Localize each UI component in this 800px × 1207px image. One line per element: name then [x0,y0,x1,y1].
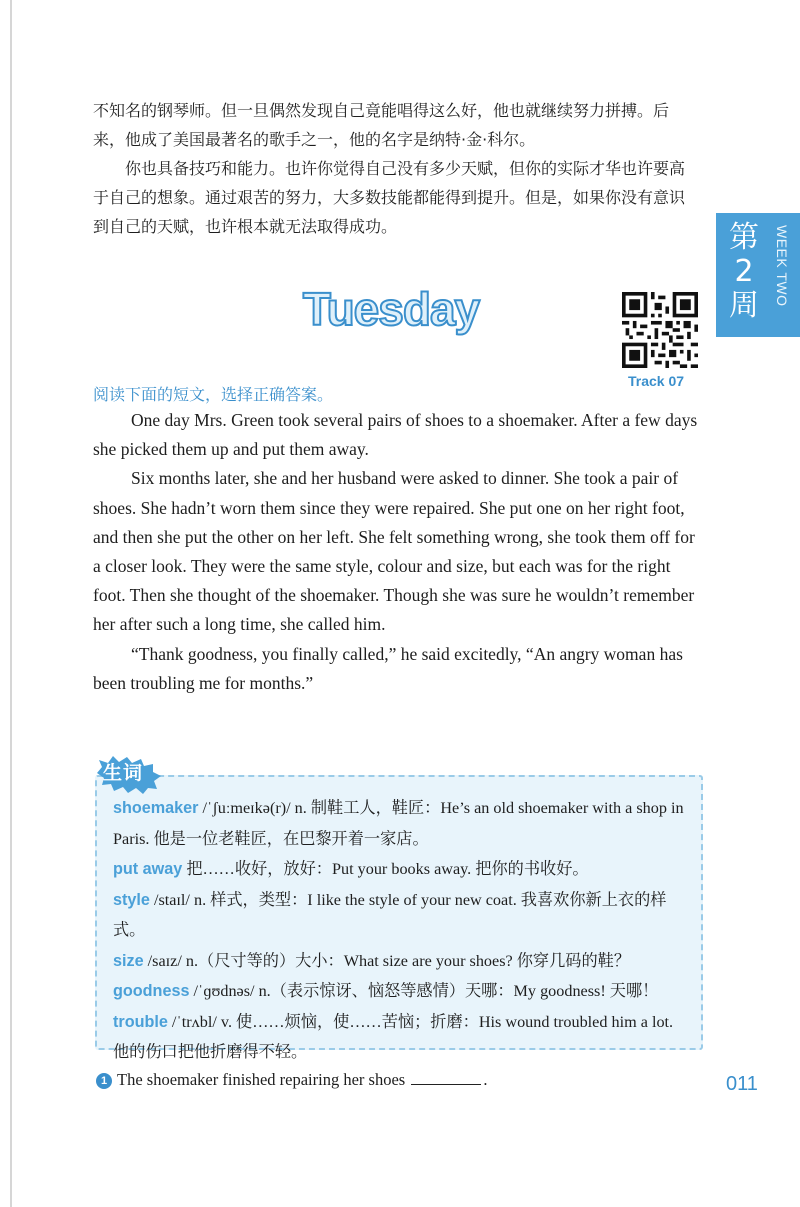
vocab-word: style [113,890,150,909]
vocab-definition: /ˈʃuːmeɪkə(r)/ n. 制鞋工人，鞋匠：He’s an old shoemaker with a shop in Paris. 他是一位老鞋匠，在巴黎开着一家店。 [113,799,684,848]
reading-passage [93,406,700,698]
page-number: 011 [726,1073,758,1095]
vocabulary-list [113,793,693,1068]
vocab-definition: /staɪl/ n. 样式，类型：I like the style of your new coat. 我喜欢你新上衣的样式。 [113,890,667,939]
instruction: 阅读下面的短文，选择正确答案。 [93,385,334,404]
intro-paragraph-1: 不知名的钢琴师。但一旦偶然发现自己竟能唱得这么好，他也就继续努力拼搏。后来，他成了美国最著名的歌手之一，他的名字是纳特·金·科尔。 [93,101,670,149]
passage-paragraph: Six months later, she and her husband were asked to dinner. She took a pair of shoes. She hadn’t worn them since they were repaired. She put one on her right foot, and then she put the other on her left. She felt something wrong, she took them off for a closer look. They were the same style, colour and size, but each was for the right foot. Then she thought of the shoemaker. Though she was sure he wouldn’t remember her after such a long time, she called him. [93,468,695,635]
vocab-word: goodness [113,982,190,1000]
vocab-entry [113,976,693,1007]
question-number-badge: 1 [96,1073,112,1089]
question-1 [96,1070,487,1090]
passage-paragraph: “Thank goodness, you finally called,” he said excitedly, “An angry woman has been troubling me for months.” [93,643,683,693]
question-text: The shoemaker finished repairing her shoes [117,1070,406,1089]
day-title: Tuesday [302,283,480,335]
track-label: Track 07 [628,373,685,389]
vocab-definition: 把……收好，放好：Put your books away. 把你的书收好。 [182,860,589,878]
intro-text [93,96,698,241]
question-end: . [483,1070,488,1089]
vocabulary-badge [93,755,163,795]
intro-paragraph-2: 你也具备技巧和能力。也许你觉得自己没有多少天赋，但你的实际才华也许要高于自己的想象。通过艰苦的努力，大多数技能都能得到提升。但是，如果你没有意识到自己的天赋，也许根本就无法取得成功。 [93,159,686,236]
vocab-definition: /ˈɡʊdnəs/ n.（表示惊讶、恼怒等感情）天哪：My goodness! 天哪！ [189,982,659,1000]
passage-paragraph: One day Mrs. Green took several pairs of shoes to a shoemaker. After a few days she picked them up and put them away. [93,410,698,460]
vocabulary-badge-label: 生词 [103,762,144,784]
week-tab-english: WEEK TWO [774,225,790,307]
vocab-definition: /saɪz/ n.（尺寸等的）大小：What size are your shoes? 你穿几码的鞋？ [143,951,631,970]
vocab-word: shoemaker [113,799,199,817]
vocab-word: put away [113,860,183,878]
answer-blank[interactable] [411,1070,481,1085]
vocab-entry [113,854,693,885]
vocab-definition: /ˈtrʌbl/ v. 使……烦恼，使……苦恼；折磨：His wound troubled him a lot. 他的伤口把他折磨得不轻。 [113,1012,674,1061]
vocab-word: size [113,951,144,970]
vocab-word: trouble [113,1012,168,1031]
vocab-entry [113,1007,693,1068]
vocab-entry [113,946,693,977]
vocab-entry [113,885,693,946]
qr-code-icon [622,292,698,368]
week-tab [716,213,800,337]
page-spine [10,0,12,1207]
week-tab-chinese: 第2周 [729,220,759,323]
vocab-entry [113,793,693,854]
